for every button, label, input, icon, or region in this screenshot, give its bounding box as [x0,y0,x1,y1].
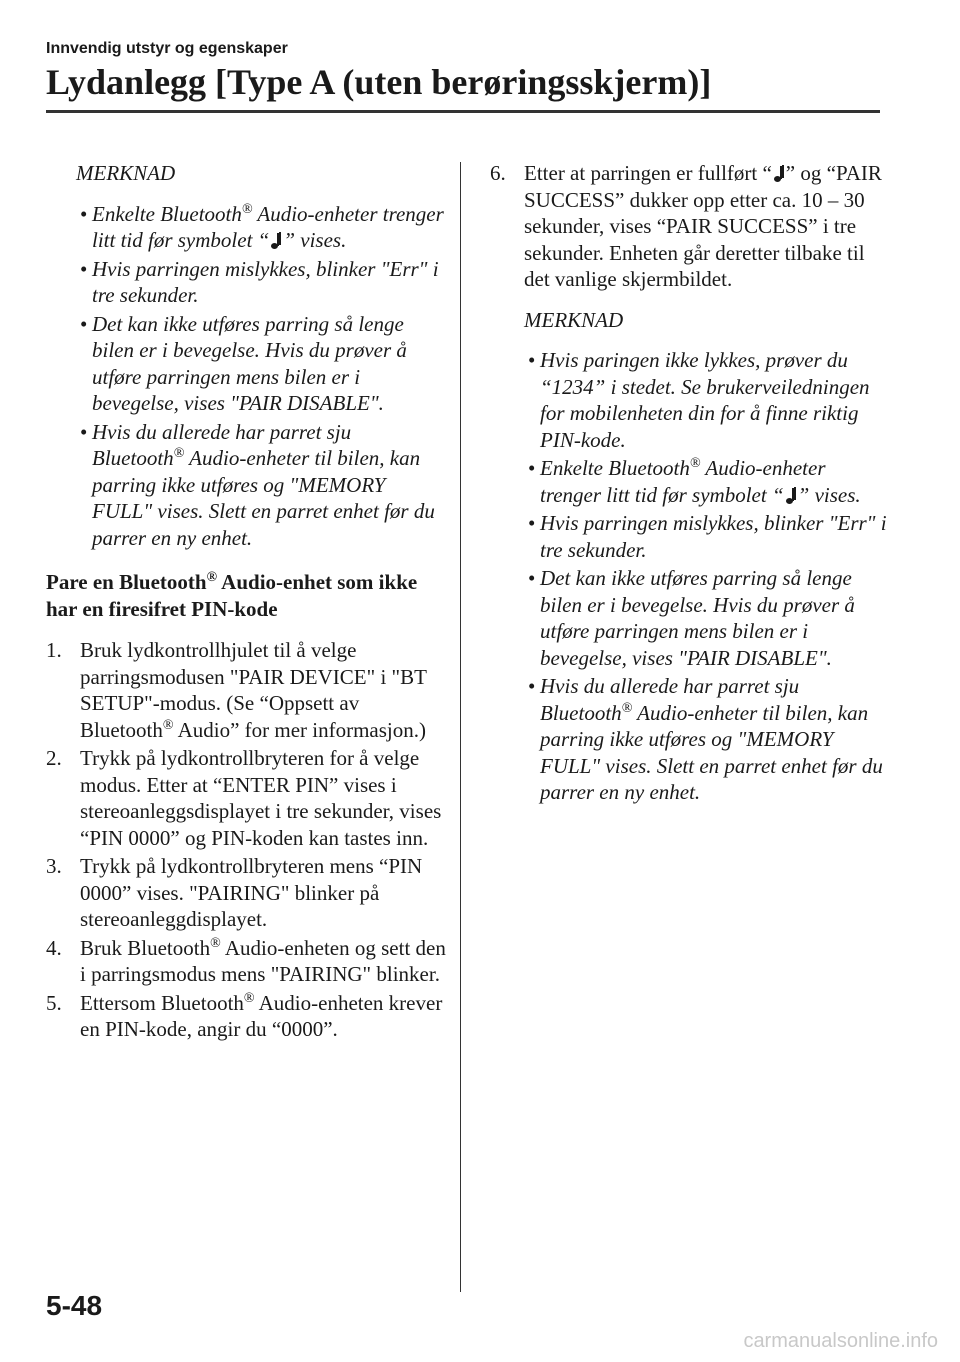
step-number: 3. [46,854,62,878]
step-text: Trykk på lydkontrollbryteren mens “PIN 0000” vises. "PAIRING" blinker på stereoanleggdisplayet. [80,854,423,931]
page-title: Lydanlegg [Type A (uten berøringsskjerm)] [46,62,712,102]
note-text: Hvis paringen ikke lykkes, prøver du “1234” i stedet. Se brukerveiledningen for mobilenheten din for å finne riktig PIN-kode. [540,348,870,452]
step-text: Etter at parringen er fullført “ [524,161,772,185]
bullet: • [528,511,536,535]
note-text: ” vises. [797,482,861,507]
note-text: Hvis parringen mislykkes, blinker "Err" i tre sekunder. [92,256,439,307]
note-item [80,311,446,417]
registered-mark: ® [210,935,221,951]
note-list [46,201,446,552]
header-rule [46,110,880,113]
step-text: Trykk på lydkontrollbryteren for å velge modus. Etter at “ENTER PIN” vises i stereoanleggsdisplayet i tre sekunder, vises “PIN 0000” og PIN-koden kan tastes inn. [80,746,442,850]
registered-mark: ® [243,990,255,1006]
watermark: carmanualsonline.info [743,1330,938,1352]
note-text: Det kan ikke utføres parring så lenge bilen er i bevegelse. Hvis du prøver å utføre parringen mens bilen er i bevegelse, vises "PAIR DISABLE". [540,566,855,670]
note-item [528,510,890,563]
registered-mark: ® [173,446,185,461]
registered-mark: ® [621,700,633,716]
step-number: 5. [46,990,62,1015]
note-item [80,419,446,552]
step-number: 1. [46,638,62,662]
registered-mark: ® [162,717,174,733]
music-note-icon [271,233,281,249]
page-header [46,40,880,103]
note-text: Enkelte Bluetooth [540,456,690,480]
note-text: Audio-enheter trenger litt tid før symbolet “ [92,201,444,252]
subhead-text: Pare en Bluetooth [46,570,207,594]
note-text: Hvis parringen mislykkes, blinker "Err" i tre sekunder. [540,511,887,562]
note-item [528,673,890,806]
column-divider [460,162,461,1292]
step-number: 2. [46,746,62,770]
note-item [528,347,890,453]
step-item [46,990,446,1043]
note-text: Audio-enheter til bilen, kan parring ikke utføres og "MEMORY FULL" vises. Slett en parret enhet før du parrer en ny enhet. [540,700,883,804]
note-text: Audio-enheter til bilen, kan parring ikke utføres og "MEMORY FULL" vises. Slett en parret enhet før du parrer en ny enhet. [92,446,435,550]
subsection-heading [46,569,446,623]
bullet: • [80,311,88,336]
step-text: ” og “PAIR SUCCESS” dukker opp etter ca. 10 – 30 sekunder, vises “PAIR SUCCESS” i tre sekunder. Enheten går deretter tilbake til det vanlige skjermbildet. [524,161,882,291]
bullet: • [80,201,88,226]
bullet: • [528,566,536,590]
step-text: Audio-enheten og sett den i parringsmodus mens "PAIRING" blinker. [80,935,446,986]
note-title: MERKNAD [524,307,624,332]
bullet: • [80,256,88,281]
note-title: MERKNAD [76,161,176,185]
step-item [46,745,446,851]
step-list [46,637,446,1043]
note-item [528,565,890,671]
step-text: Ettersom Bluetooth [80,990,244,1015]
note-text: Hvis du allerede har parret sju Bluetooth [540,674,800,725]
bullet: • [528,348,536,372]
step-list [490,160,890,293]
registered-mark: ® [241,201,253,217]
note-item [80,201,446,254]
right-column [490,160,890,808]
note-list [490,347,890,806]
step-item [46,853,446,933]
note-text: Hvis du allerede har parret sju Bluetooth [92,419,352,470]
music-note-icon [774,166,784,182]
registered-mark: ® [689,456,701,471]
step-item [46,935,446,988]
bullet: • [528,456,536,480]
note-text: ” vises. [283,228,347,252]
note-text: Det kan ikke utføres parring så lenge bilen er i bevegelse. Hvis du prøver å utføre parringen mens bilen er i bevegelse, vises "PAIR DISABLE". [92,311,407,415]
left-column [46,160,446,1045]
registered-mark: ® [206,570,218,585]
step-item [46,637,446,743]
subhead-text: Audio-enhet som ikke har en firesifret PIN-kode [46,570,418,621]
note-text: Enkelte Bluetooth [92,201,242,226]
step-text: Bruk Bluetooth [80,935,211,960]
step-text: Bruk lydkontrollhjulet til å velge parringsmodusen "PAIR DEVICE" i "BT SETUP"-modus. (Se “Oppsett av Bluetooth [80,638,427,742]
note-item [80,256,446,309]
step-text: Audio” for mer informasjon.) [173,717,427,742]
step-item [490,160,890,293]
music-note-icon [786,488,796,504]
note-text: Audio-enheter trenger litt tid før symbolet “ [540,456,826,507]
bullet: • [80,419,88,444]
step-number: 6. [490,161,506,185]
bullet: • [528,674,536,698]
section-label: Innvendig utstyr og egenskaper [46,40,288,57]
step-text: Audio-enheten krever en PIN-kode, angir du “0000”. [80,990,443,1041]
note-item [528,455,890,508]
page-number: 5-48 [46,1290,103,1321]
step-number: 4. [46,935,62,960]
